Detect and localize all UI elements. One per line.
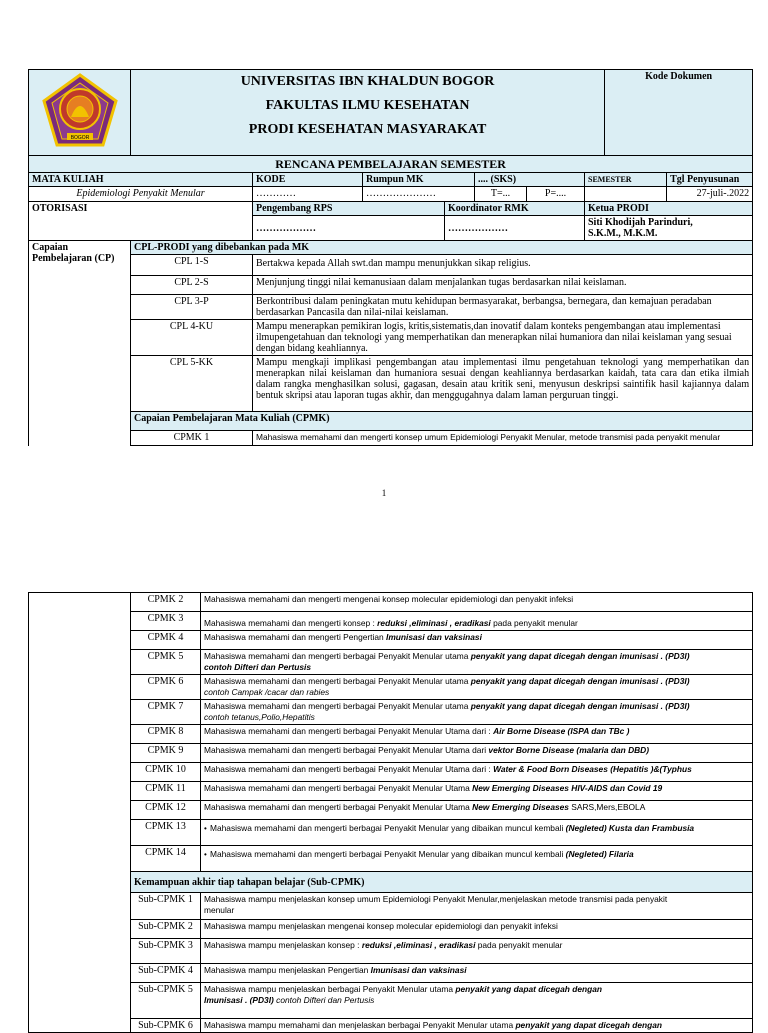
cpmk-text: Mahasiswa memahami dan mengerti konsep umum Epidemiologi Penyakit Menular, metode transmisi pada penyakit menular	[253, 431, 753, 446]
text-emphasis-line-2: Imunisasi . (PD3I)	[204, 995, 274, 1005]
text-plain: Mahasiswa memahami dan mengerti berbagai Penyakit Menular Utama dari :	[204, 726, 494, 736]
text-plain-tail: pada penyakit menular	[490, 618, 578, 628]
text-plain: Mahasiswa memahami dan mengerti berbagai Penyakit Menular Utama	[204, 802, 473, 812]
course-semester	[585, 187, 667, 202]
course-p: P=....	[527, 187, 585, 202]
cpmk-heading: Capaian Pembelajaran Mata Kuliah (CPMK)	[131, 412, 753, 431]
cpl-code: CPL 4-KU	[131, 320, 253, 356]
text-emphasis: Imunisasi dan vaksinasi	[370, 965, 467, 975]
text-emphasis: penyakit yang dapat dicegah dengan imunisasi . (PD3I)	[470, 676, 690, 686]
cpmk-code: CPMK 8	[131, 725, 201, 744]
course-date: 27-juli-.2022	[667, 187, 753, 202]
cpmk-text	[201, 846, 753, 872]
cpmk-code: CPMK 14	[131, 846, 201, 872]
page-number: 1	[381, 488, 387, 498]
course-rumpun: …………………	[363, 187, 475, 202]
page-1	[0, 69, 768, 446]
text-emphasis: (Negleted) Kusta dan Frambusia	[565, 823, 695, 833]
sub-cpmk-code: Sub-CPMK 1	[131, 893, 201, 920]
cpl-text: Bertakwa kepada Allah swt.dan mampu menunjukkan sikap religius.	[253, 255, 753, 276]
pengembang-value: ………………	[253, 216, 445, 241]
cpl-code: CPL 1-S	[131, 255, 253, 276]
sub-cpmk-text	[201, 964, 753, 983]
university-logo-icon	[41, 73, 119, 149]
text-plain: Mahasiswa memahami dan mengerti Pengertian	[204, 632, 387, 642]
cpmk-text	[201, 675, 753, 700]
text-emphasis: vektor Borne Disease (malaria dan DBD)	[488, 745, 649, 755]
text-emphasis: Air Borne Disease (ISPA dan TBc )	[493, 726, 630, 736]
course-code: …………	[253, 187, 363, 202]
sub-cpmk-text	[201, 1019, 753, 1033]
cpmk-text	[201, 763, 753, 782]
text-plain-tail: SARS,Mers,EBOLA	[568, 802, 646, 812]
text-line-2: menular	[204, 905, 235, 915]
cpl-text: Mampu mengkaji implikasi pengembangan atau implementasi ilmu pengetahuan teknologi yang memperhatikan dan menerapkan nilai keislaman dan humaniora sesuai dengan keahliannya berdasarkan kaidah, tata cara dan etika ilmiah dalam rangka menghasilkan solusi, gagasan, desain atau kritik seni, menyusun deskripsi saintifik hasil kajiannya dalam bentuk skripsi atau laporan tugas akhir, dan menggugahnya dalam laman perguruan tinggi.	[253, 356, 753, 412]
text-plain: Mahasiswa mampu menjelaskan konsep umum Epidemiologi Penyakit Menular,menjelaskan metode transmisi pada penyakit	[204, 894, 668, 904]
koordinator-value: ………………	[445, 216, 585, 241]
text-plain-tail: pada penyakit menular	[475, 940, 563, 950]
text-emphasis: Imunisasi dan vaksinasi	[386, 632, 482, 642]
cpmk-code: CPMK 2	[131, 593, 201, 612]
rps-header-table	[28, 69, 753, 446]
text-emphasis: New Emerging Diseases	[472, 802, 569, 812]
text-plain: Mahasiswa memahami dan mengerti konsep :	[204, 618, 378, 628]
cp-label-line-1: Capaian	[32, 242, 69, 253]
otorisasi-label: OTORISASI	[29, 202, 253, 241]
text-plain: Mahasiswa mampu menjelaskan Pengertian	[204, 965, 371, 975]
cpmk-code: CPMK 13	[131, 820, 201, 846]
cpl-code: CPL 5-KK	[131, 356, 253, 412]
text-plain: Mahasiswa memahami dan mengerti berbagai Penyakit Menular Utama dari :	[204, 764, 494, 774]
cpmk-text	[201, 650, 753, 675]
text-plain: Mahasiswa memahami dan mengerti berbagai Penyakit Menular yang dibaikan muncul kembali	[210, 849, 566, 859]
university-name: UNIVERSITAS IBN KHALDUN BOGOR	[240, 74, 495, 89]
cpmk-code: CPMK 5	[131, 650, 201, 675]
cpmk-code: CPMK 1	[131, 431, 253, 446]
cpmk-text	[201, 612, 753, 631]
label-ketua: Ketua PRODI	[585, 202, 753, 216]
text-line-2: contoh Difteri dan Pertusis	[273, 995, 375, 1005]
text-plain: Mahasiswa memahami dan mengerti berbagai Penyakit Menular Utama	[204, 783, 473, 793]
label-pengembang: Pengembang RPS	[253, 202, 445, 216]
program-name: PRODI KESEHATAN MASYARAKAT	[248, 122, 487, 137]
cpl-code: CPL 2-S	[131, 276, 253, 295]
label-semester: SEMESTER	[585, 173, 667, 187]
text-emphasis: (Negleted) Filaria	[565, 849, 634, 859]
text-plain: Mahasiswa memahami dan mengerti berbagai Penyakit Menular utama	[204, 701, 471, 711]
label-sks: .... (SKS)	[475, 173, 585, 187]
cpmk-text	[201, 725, 753, 744]
sub-cpmk-text	[201, 893, 753, 920]
cpmk-text	[201, 631, 753, 650]
cpmk-code: CPMK 6	[131, 675, 201, 700]
cpl-text: Menjunjung tinggi nilai kemanusiaan dalam menjalankan tugas berdasarkan nilai keislaman.	[253, 276, 753, 295]
sub-cpmk-code: Sub-CPMK 4	[131, 964, 201, 983]
ketua-name-line-1: Siti Khodijah Parinduri,	[588, 217, 693, 228]
text-emphasis: New Emerging Diseases HIV-AIDS dan Covid 19	[472, 783, 663, 793]
text-plain: Mahasiswa memahami dan mengerti berbagai Penyakit Menular yang dibaikan muncul kembali	[210, 823, 566, 833]
cpmk-text	[201, 593, 753, 612]
label-rumpun: Rumpun MK	[363, 173, 475, 187]
sub-cpmk-text	[201, 983, 753, 1019]
ketua-name-line-2: S.K.M., M.K.M.	[588, 228, 658, 239]
cpl-text: Berkontribusi dalam peningkatan mutu kehidupan bermasyarakat, berbangsa, bernegara, dan kemajuan peradaban berdasarkan Pancasila dan nilai-nilai keislaman.	[253, 295, 753, 320]
cpmk-code: CPMK 11	[131, 782, 201, 801]
course-name: Epidemiologi Penyakit Menular	[29, 187, 253, 202]
sub-cpmk-code: Sub-CPMK 3	[131, 939, 201, 964]
cpmk-text	[201, 744, 753, 763]
text-plain: Mahasiswa mampu memahami dan menjelaskan berbagai Penyakit Menular utama	[204, 1020, 516, 1030]
institution-heading	[131, 70, 605, 156]
text-plain: Mahasiswa mampu menjelaskan konsep :	[204, 940, 362, 950]
cpmk-code: CPMK 7	[131, 700, 201, 725]
cpmk-code: CPMK 9	[131, 744, 201, 763]
text-line-2: contoh tetanus,Polio,Hepatitis	[204, 712, 315, 722]
text-emphasis: penyakit yang dapat dicegah dengan	[455, 984, 602, 994]
label-koordinator: Koordinator RMK	[445, 202, 585, 216]
text-plain: Mahasiswa memahami dan mengerti berbagai Penyakit Menular utama	[204, 676, 471, 686]
text-plain: Mahasiswa mampu menjelaskan mengenai konsep molecular epidemiologi dan penyakit infeksi	[204, 921, 558, 931]
label-kode: KODE	[253, 173, 363, 187]
cpl-code: CPL 3-P	[131, 295, 253, 320]
cp-label-continued	[29, 593, 131, 1033]
cpmk-table	[28, 592, 753, 1033]
text-emphasis: penyakit yang dapat dicegah dengan imunisasi . (PD3I)	[470, 651, 690, 661]
text-plain: Mahasiswa memahami dan mengerti berbagai Penyakit Menular utama	[204, 651, 471, 661]
logo-cell	[29, 70, 131, 156]
sub-cpmk-heading: Kemampuan akhir tiap tahapan belajar (Sub-CPMK)	[131, 872, 753, 893]
cpmk-code: CPMK 12	[131, 801, 201, 820]
course-t: T=...	[475, 187, 527, 202]
faculty-name: FAKULTAS ILMU KESEHATAN	[265, 98, 470, 113]
sub-cpmk-code: Sub-CPMK 5	[131, 983, 201, 1019]
text-line-2: contoh Campak /cacar dan rabies	[204, 687, 330, 697]
text-emphasis: penyakit yang dapat dicegah dengan imunisasi . (PD3I)	[470, 701, 690, 711]
text-plain: Mahasiswa memahami dan mengerti berbagai Penyakit Menular Utama dari	[204, 745, 489, 755]
rps-title: RENCANA PEMBELAJARAN SEMESTER	[29, 156, 753, 173]
bullet-icon: •	[204, 824, 207, 833]
sub-cpmk-text	[201, 920, 753, 939]
text-plain: Mahasiswa mampu menjelaskan berbagai Penyakit Menular utama	[204, 984, 456, 994]
text-emphasis: penyakit yang dapat dicegah dengan	[515, 1020, 663, 1030]
ketua-value	[585, 216, 753, 241]
bullet-icon: •	[204, 850, 207, 859]
text-plain: Mahasiswa memahami dan mengerti mengenai konsep molecular epidemiologi dan penyakit infeksi	[204, 594, 574, 604]
sub-cpmk-text	[201, 939, 753, 964]
cpl-text: Mampu menerapkan pemikiran logis, kritis,sistematis,dan inovatif dalam konteks pengembangan atau implementasi ilmupengetahuan dan teknologi yang memperhatikan dan menerapkan nilai humaniora dan nilai keislaman yang sesuai dengan bidang keahliannya.	[253, 320, 753, 356]
cpmk-text	[201, 820, 753, 846]
cpl-heading: CPL-PRODI yang dibebankan pada MK	[131, 241, 753, 255]
text-emphasis: Water & Food Born Diseases (Hepatitis )&(Typhus	[493, 764, 692, 774]
cp-label-line-2: Pembelajaran (CP)	[32, 253, 115, 264]
label-mata-kuliah: MATA KULIAH	[29, 173, 253, 187]
page-2	[0, 592, 768, 1033]
cpmk-code: CPMK 10	[131, 763, 201, 782]
text-emphasis: reduksi ,eliminasi , eradikasi	[361, 940, 476, 950]
doc-code-label: Kode Dokumen	[605, 70, 753, 156]
sub-cpmk-code: Sub-CPMK 6	[131, 1019, 201, 1033]
cp-label	[29, 241, 131, 446]
sub-cpmk-code: Sub-CPMK 2	[131, 920, 201, 939]
cpmk-code: CPMK 3	[131, 612, 201, 631]
cpmk-code: CPMK 4	[131, 631, 201, 650]
label-tgl: Tgl Penyusunan	[667, 173, 753, 187]
cpmk-text	[201, 782, 753, 801]
logo-caption: BOGOR	[70, 135, 89, 141]
cpmk-text	[201, 700, 753, 725]
text-line-2: contoh Difteri dan Pertusis	[204, 662, 312, 672]
text-emphasis: reduksi ,eliminasi , eradikasi	[377, 618, 491, 628]
cpmk-text	[201, 801, 753, 820]
